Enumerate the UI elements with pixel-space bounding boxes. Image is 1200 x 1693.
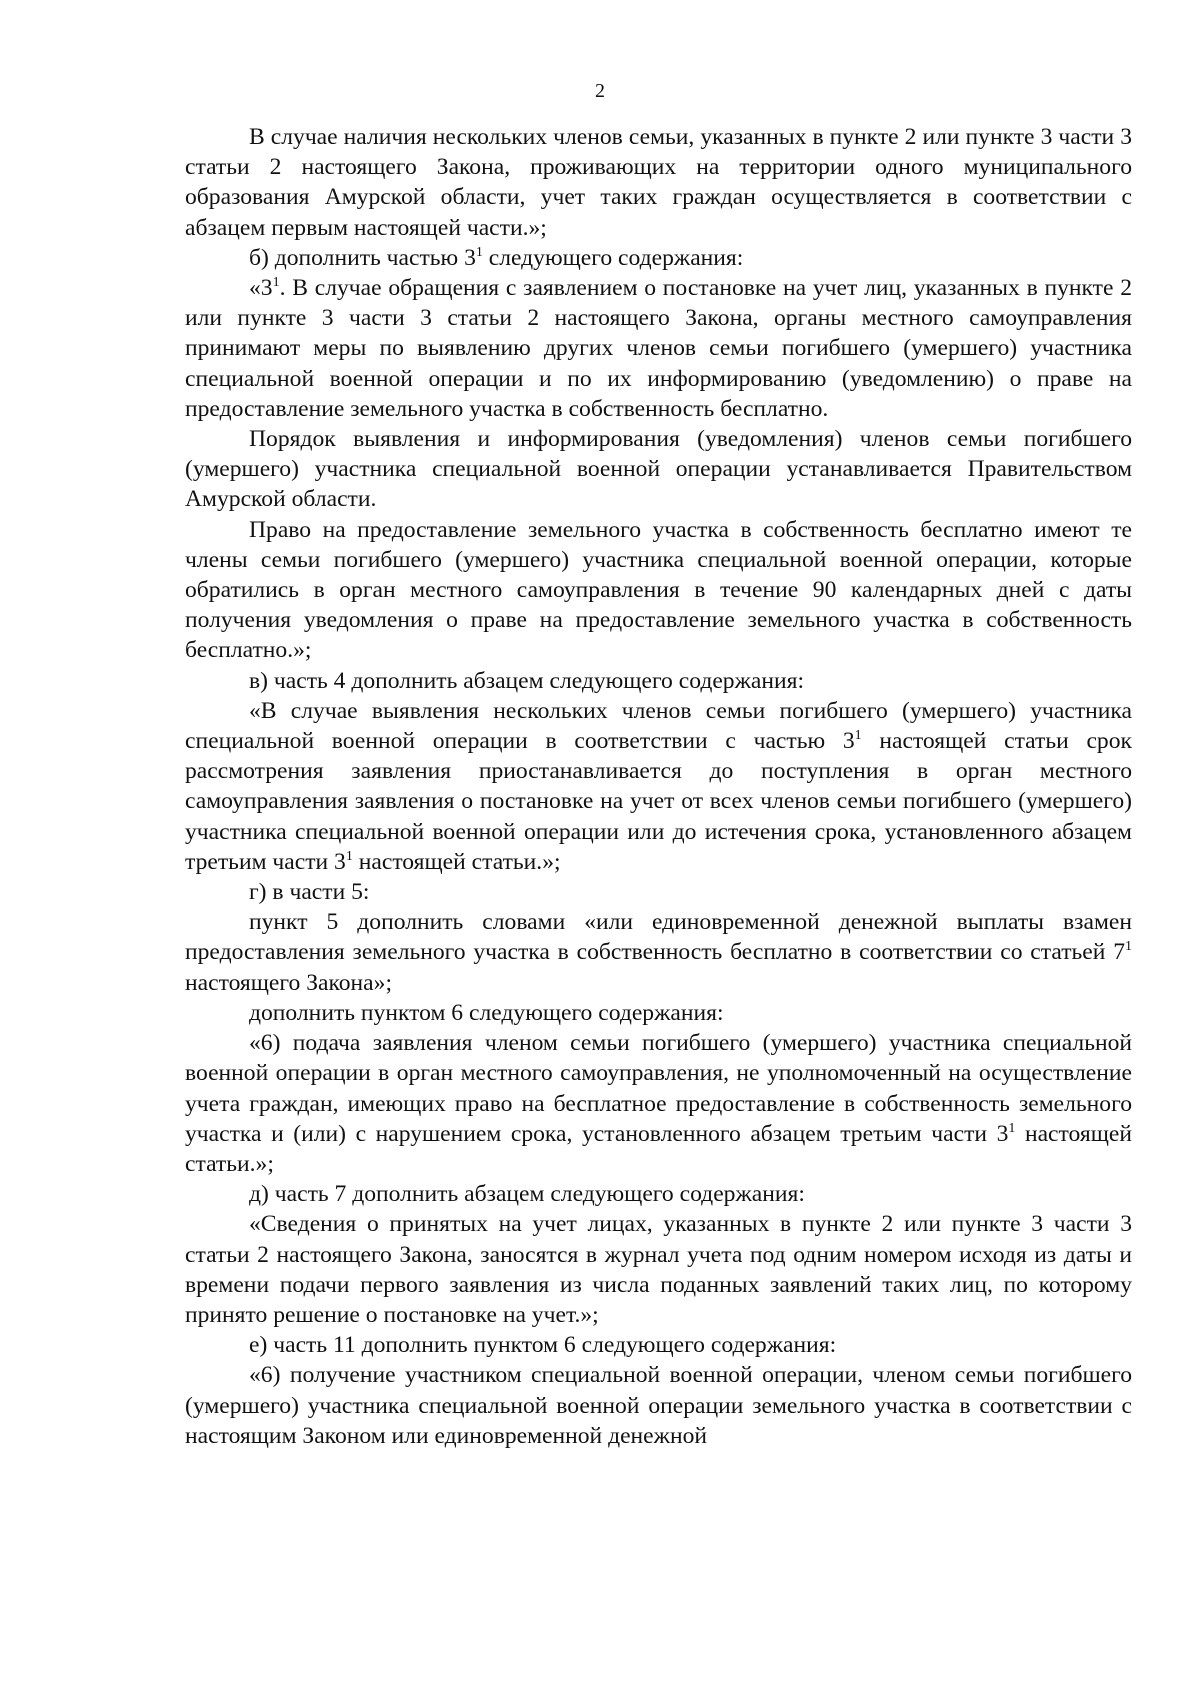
paragraph: «В случае выявления нескольких членов семьи погибшего (умершего) участника специальной военной операции в соответствии с частью $3^1$ настоящей статьи срок рассмотрения заявления приостанавливается до поступления в орган местного самоуправления заявления о постановке на учет от всех членов семьи погибшего (умершего) участника специальной военной операции или до истечения срока, установленного абзацем третьим части $3^1$ настоящей статьи.»; xyxy=(185,697,1132,875)
paragraph: Порядок выявления и информирования (уведомления) членов семьи погибшего (умершего) участника специальной военной операции устанавливается Правительством Амурской области. xyxy=(185,426,1132,513)
paragraph: Право на предоставление земельного участка в собственность бесплатно имеют те члены семьи погибшего (умершего) участника специальной военной операции, которые обратились в орган местного самоуправления в течение 90 календарных дней с даты получения уведомления о праве на предоставление земельного участка в собственность бесплатно.»; xyxy=(185,516,1132,664)
document-body xyxy=(185,122,1132,1451)
paragraph: г) в части 5: xyxy=(249,879,370,906)
paragraph: дополнить пунктом 6 следующего содержания: xyxy=(249,999,724,1026)
paragraph: «6) получение участником специальной военной операции, членом семьи погибшего (умершего) участника специальной военной операции земельного участка в соответствии с настоящим Законом или единовременной денежной xyxy=(185,1362,1132,1449)
paragraph: пункт 5 дополнить словами «или единовременной денежной выплаты взамен предоставления земельного участка в собственность бесплатно в соответствии со статьей $7^1$ настоящего Закона»; xyxy=(185,909,1132,996)
paragraph: б) дополнить частью $3^1$ следующего содержания: xyxy=(249,244,744,271)
paragraph: «6) подача заявления членом семьи погибшего (умершего) участника специальной военной операции в орган местного самоуправления, не уполномоченный на осуществление учета граждан, имеющих право на бесплатное предоставление в собственность земельного участка и (или) с нарушением срока, установленного абзацем третьим части $3^1$ настоящей статьи.»; xyxy=(185,1030,1132,1177)
paragraph: «Сведения о принятых на учет лицах, указанных в пункте 2 или пункте 3 части 3 статьи 2 настоящего Закона, заносятся в журнал учета под одним номером исходя из даты и времени подачи первого заявления из числа поданных заявлений таких лиц, по которому принято решение о постановке на учет.»; xyxy=(185,1211,1132,1328)
paragraph: В случае наличия нескольких членов семьи, указанных в пункте 2 или пункте 3 части 3 статьи 2 настоящего Закона, проживающих на территории одного муниципального образования Амурской области, учет таких граждан осуществляется в соответствии с абзацем первым настоящей части.»; xyxy=(185,124,1132,241)
paragraph: д) часть 7 дополнить абзацем следующего содержания: xyxy=(249,1181,805,1208)
paragraph: в) часть 4 дополнить абзацем следующего содержания: xyxy=(249,667,805,694)
paragraph: е) часть 11 дополнить пунктом 6 следующего содержания: xyxy=(249,1332,837,1359)
paragraph: «$3^1$. В случае обращения с заявлением о постановке на учет лиц, указанных в пункте 2 или пункте 3 части 3 статьи 2 настоящего Закона, органы местного самоуправления принимают меры по выявлению других членов семьи погибшего (умершего) участника специальной военной операции и по их информированию (уведомлению) о праве на предоставление земельного участка в собственность бесплатно. xyxy=(185,275,1132,422)
page-number: 2 xyxy=(595,80,605,102)
